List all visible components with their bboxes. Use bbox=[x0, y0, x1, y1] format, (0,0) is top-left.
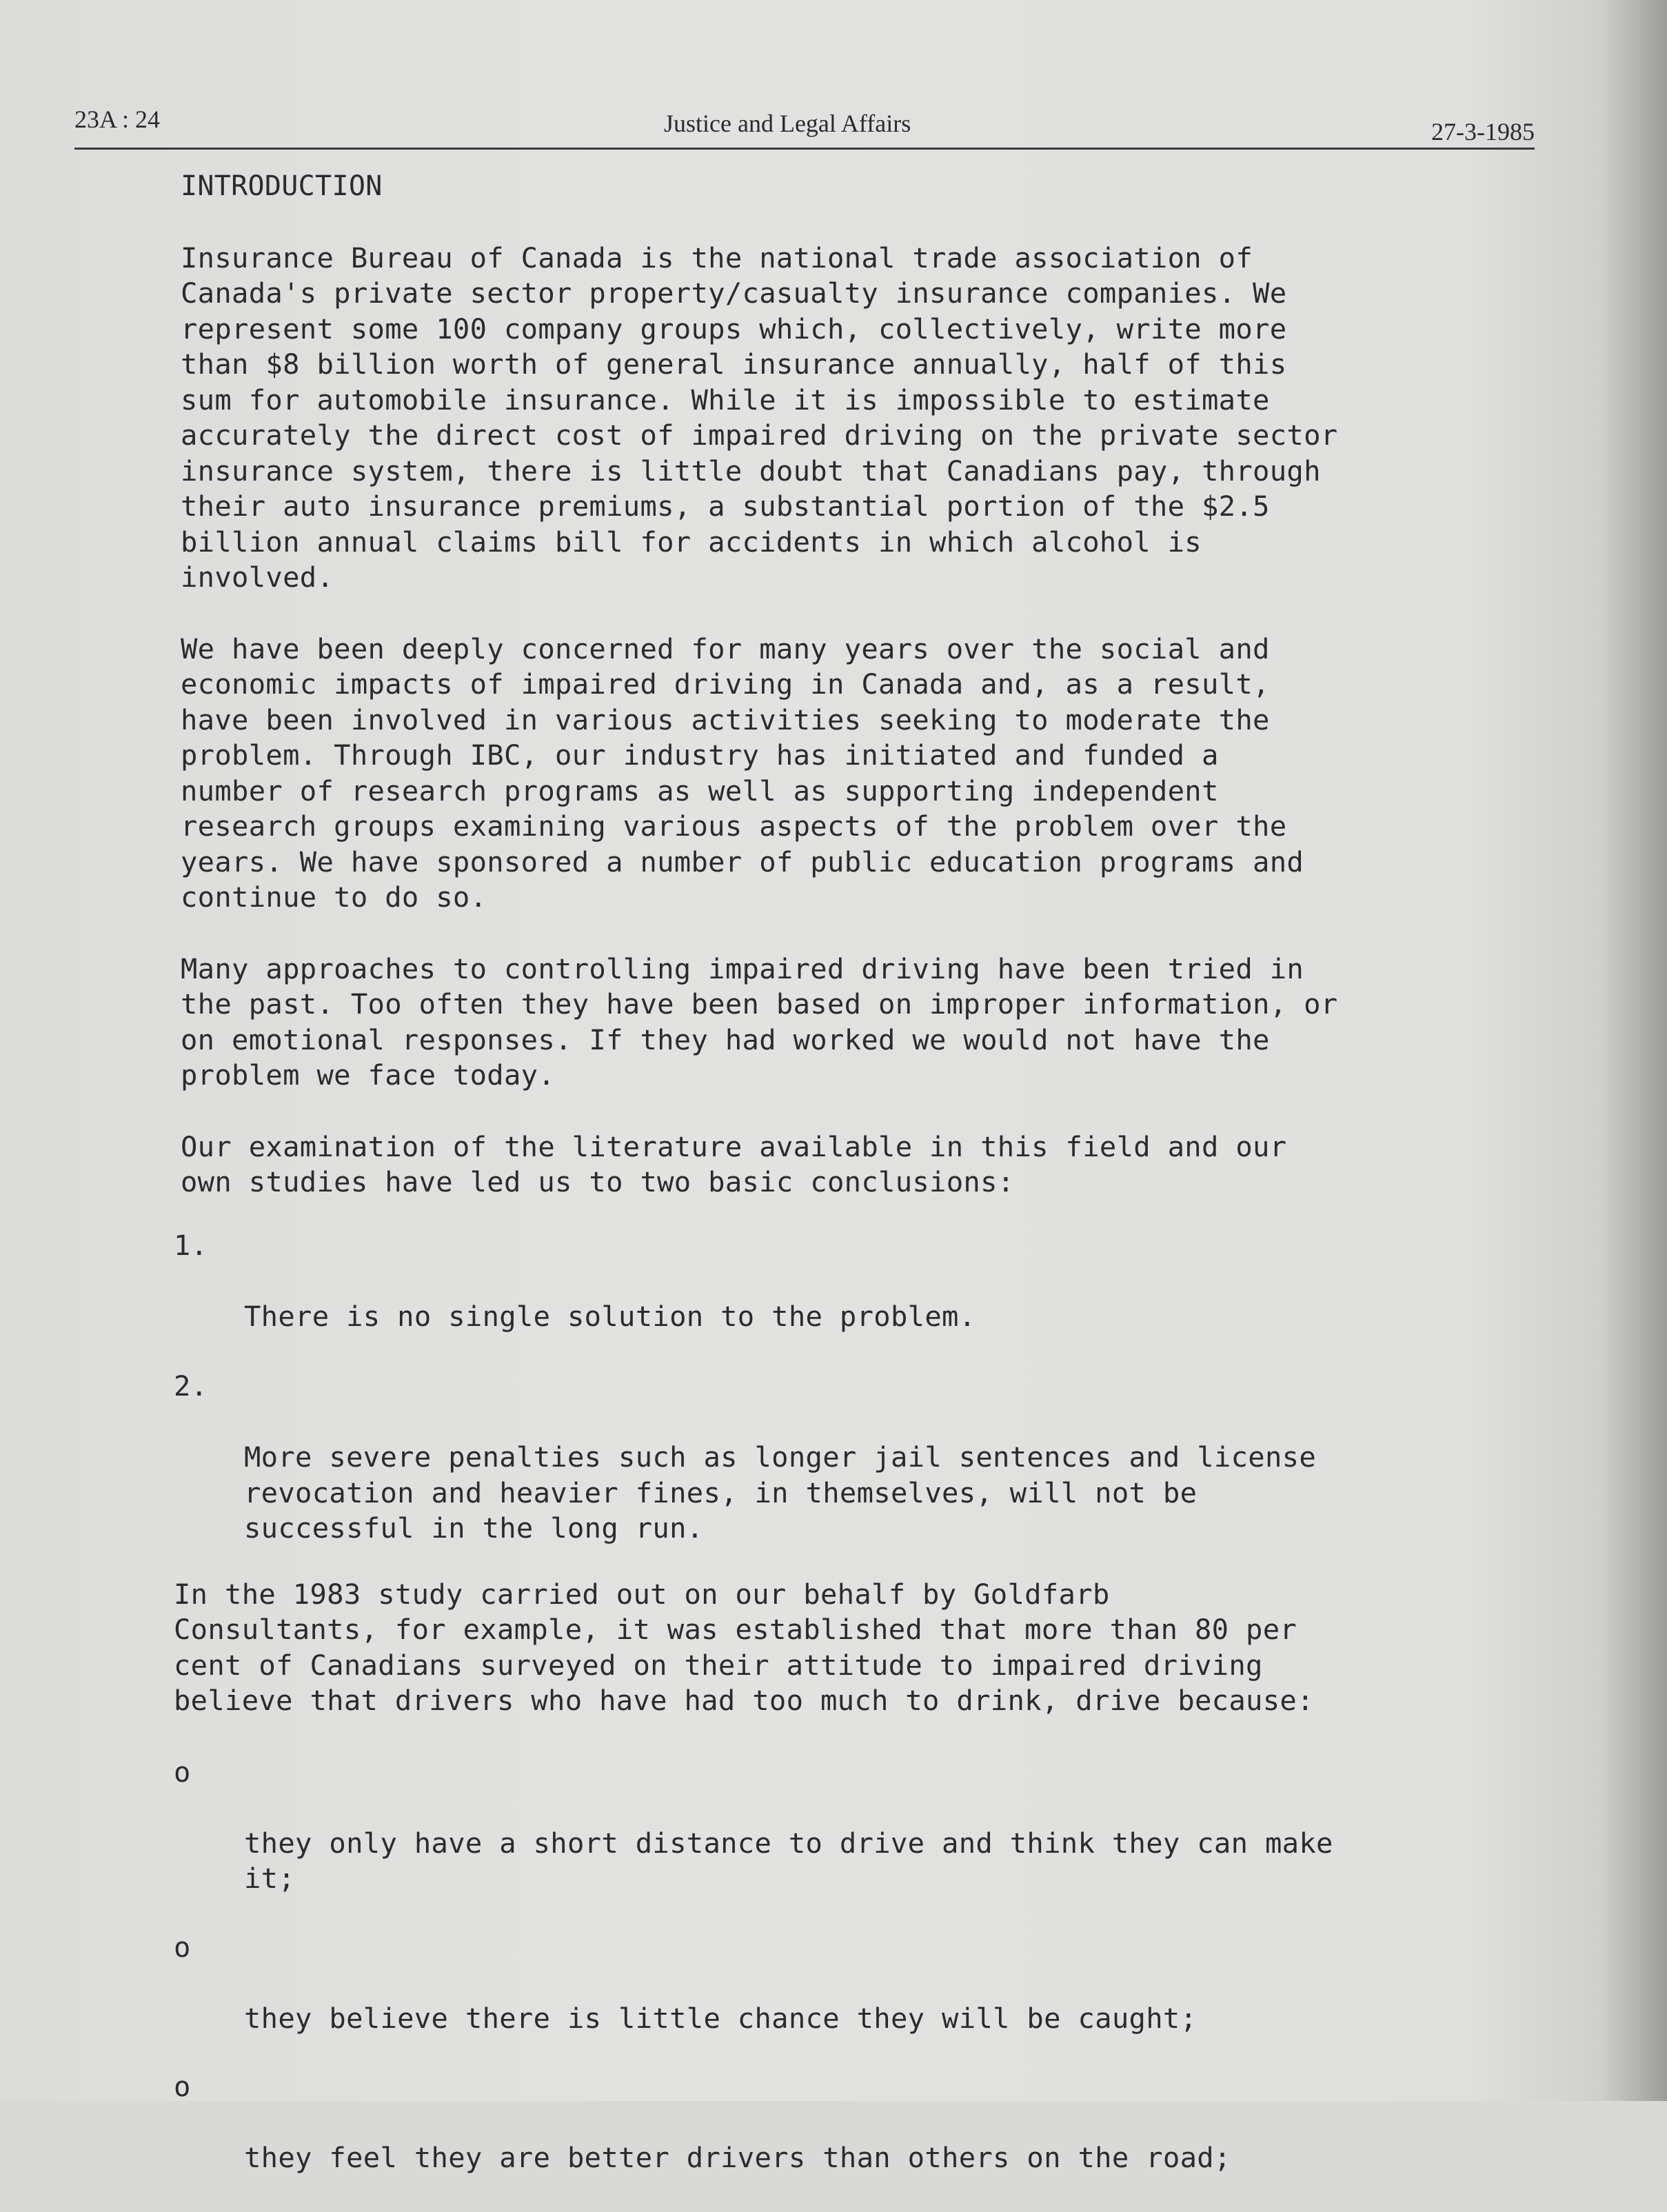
bullet-marker: o bbox=[174, 2070, 191, 2103]
paragraph-goldfarb-study: In the 1983 study carried out on our behalf by Goldfarb Consultants, for example, it was established that more than 80 per cent of Canadians surveyed on their attitude to impaired driving believe that drivers who have had too much to drink, drive because: bbox=[174, 1577, 1314, 1717]
bullet-text: they only have a short distance to drive and think they can make it; bbox=[244, 1826, 1333, 1895]
list-number: 1. bbox=[174, 1228, 208, 1262]
list-item-text: More severe penalties such as longer jail sentences and license revocation and heavier fines, in themselves, will not be successful in the long run. bbox=[244, 1440, 1317, 1545]
header-title: Justice and Legal Affairs bbox=[664, 110, 911, 137]
reason-item bbox=[174, 2069, 1470, 2176]
page-number: 23A : 24 bbox=[74, 105, 161, 133]
reason-item bbox=[174, 1930, 1470, 2037]
paragraph-ibc-overview: Insurance Bureau of Canada is the national trade association of Canada's private sector property/casualty insurance companies. We represent some 100 company groups which, collectively, write more than $8 billion worth of general insurance annually, half of this sum for automobile insurance. While it is impossible to estimate accurately the direct cost of impaired driving on the private sector insurance system, there is little doubt that Canadians pay, through their auto insurance premiums, a substantial portion of the $2.5 billion annual claims bill for accidents in which alcohol is involved. bbox=[181, 241, 1338, 594]
bullet-text: they believe there is little chance they will be caught; bbox=[244, 2001, 1198, 2035]
document-body bbox=[174, 169, 1470, 2212]
list-number: 2. bbox=[174, 1369, 208, 1402]
paragraph-approaches: Many approaches to controlling impaired driving have been tried in the past. Too often they have been based on improper information, or on emotional responses. If they had worked we would not have the problem we face today. bbox=[181, 952, 1338, 1092]
list-item-text: There is no single solution to the problem. bbox=[244, 1299, 976, 1333]
header-date: 27-3-1985 bbox=[1431, 118, 1535, 145]
bullet-marker: o bbox=[174, 1755, 191, 1789]
conclusion-item bbox=[174, 1228, 1470, 1335]
paragraph-conclusions-intro: Our examination of the literature available in this field and our own studies have led us to two basic conclusions: bbox=[181, 1129, 1287, 1198]
section-heading: INTRODUCTION bbox=[181, 170, 383, 202]
page-header bbox=[74, 103, 1535, 150]
reason-item bbox=[174, 1755, 1470, 1897]
conclusion-item bbox=[174, 1369, 1470, 1547]
paragraph-concern: We have been deeply concerned for many years over the social and economic impacts of impaired driving in Canada and, as a result, have been involved in various activities seeking to moderate the problem. Through IBC, our industry has initiated and funded a number of research programs as well as supporting independent research groups examining various aspects of the problem over the years. We have sponsored a number of public education programs and continue to do so. bbox=[181, 632, 1304, 914]
bullet-text: they feel they are better drivers than others on the road; bbox=[244, 2141, 1231, 2174]
bullet-marker: o bbox=[174, 1930, 191, 1964]
